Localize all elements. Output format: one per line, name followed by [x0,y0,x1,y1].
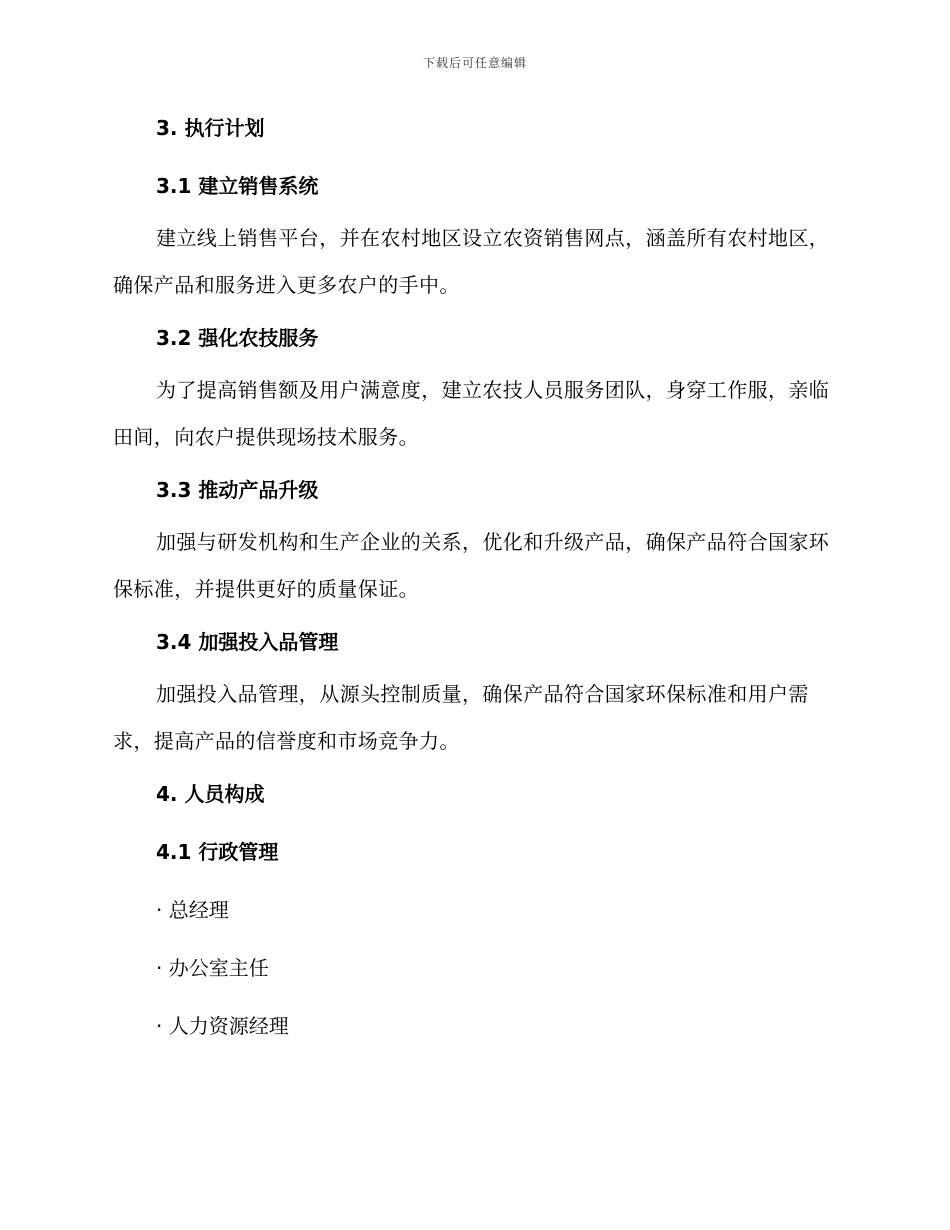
list-item: · 人力资源经理 [156,1014,289,1038]
section-3-4-body: 加强投入品管理，从源头控制质量，确保产品符合国家环保标准和用户需求，提高产品的信誉度和市场竞争力。 [113,682,809,753]
section-3-2-heading: 3.2 强化农技服务 [156,326,319,350]
list-item: · 办公室主任 [156,956,269,980]
section-4-heading: 4. 人员构成 [156,782,265,806]
document-body [113,110,833,1044]
section-3-4-heading: 3.4 加强投入品管理 [156,630,339,654]
section-3-1-body: 建立线上销售平台，并在农村地区设立农资销售网点，涵盖所有农村地区，确保产品和服务进入更多农户的手中。 [113,226,830,297]
section-3-3-heading: 3.3 推动产品升级 [156,478,319,502]
section-3-heading: 3. 执行计划 [156,116,265,140]
list-item: · 总经理 [156,898,229,922]
header-note: 下载后可任意编辑 [422,56,527,70]
section-3-3-body: 加强与研发机构和生产企业的关系，优化和升级产品，确保产品符合国家环保标准，并提供更好的质量保证。 [113,530,830,601]
section-3-1-heading: 3.1 建立销售系统 [156,174,319,198]
section-4-1-heading: 4.1 行政管理 [156,840,279,864]
section-3-2-body: 为了提高销售额及用户满意度，建立农技人员服务团队，身穿工作服，亲临田间，向农户提供现场技术服务。 [113,378,830,449]
